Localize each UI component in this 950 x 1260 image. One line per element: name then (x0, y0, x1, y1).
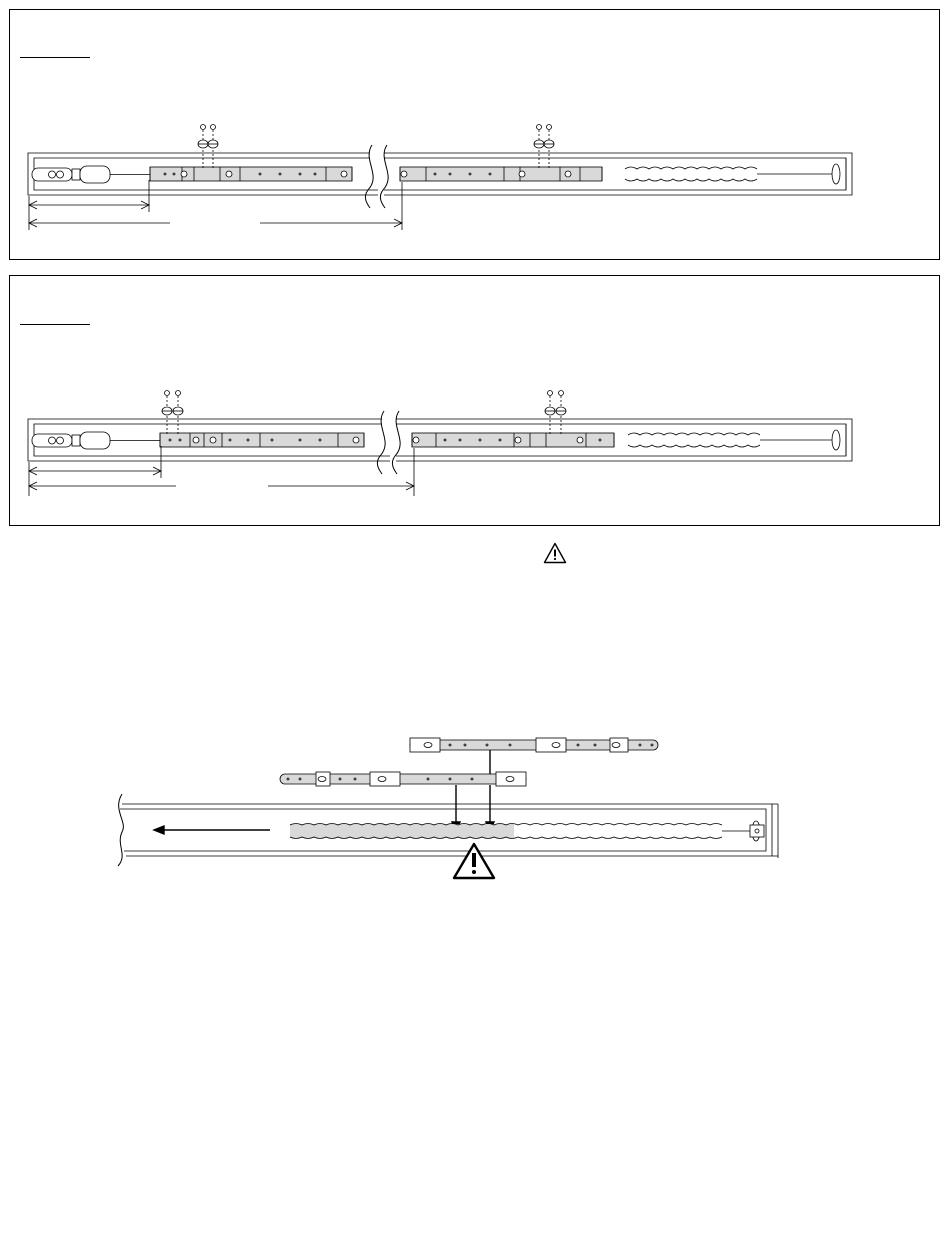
chain-section-left (150, 167, 352, 181)
warning-triangle-icon (543, 542, 567, 564)
trolley-end (32, 166, 150, 183)
roller-chain (290, 824, 750, 839)
rail-assembly-diagram-1 (10, 10, 941, 261)
chain-piece-middle (280, 772, 526, 786)
chain-section-right (400, 167, 602, 181)
screw-icon (545, 391, 566, 435)
assembly-diagram-panel-2 (9, 275, 940, 526)
rail-end-pulley (832, 424, 846, 456)
dimension-lines (29, 180, 402, 230)
screw-icon (162, 391, 183, 435)
roller-chain (628, 433, 832, 447)
chain-section-left (160, 433, 364, 447)
screw-icon (198, 125, 218, 169)
break-line-icon (365, 145, 388, 208)
trolley-end (32, 432, 162, 449)
break-line-icon (377, 411, 400, 474)
chain-installation-diagram (110, 730, 790, 890)
arrow-left-icon (154, 826, 270, 834)
warning-triangle-icon (454, 844, 494, 878)
screw-icon (534, 125, 554, 169)
rail-assembly-diagram-2 (10, 276, 941, 527)
rail-end-pulley (832, 158, 846, 190)
dimension-lines (29, 446, 414, 496)
rail-end-pulley (750, 821, 764, 841)
roller-chain (625, 167, 832, 181)
chain-section-right (412, 433, 614, 447)
chain-piece-upper (410, 738, 658, 752)
assembly-diagram-panel-1 (9, 9, 940, 260)
